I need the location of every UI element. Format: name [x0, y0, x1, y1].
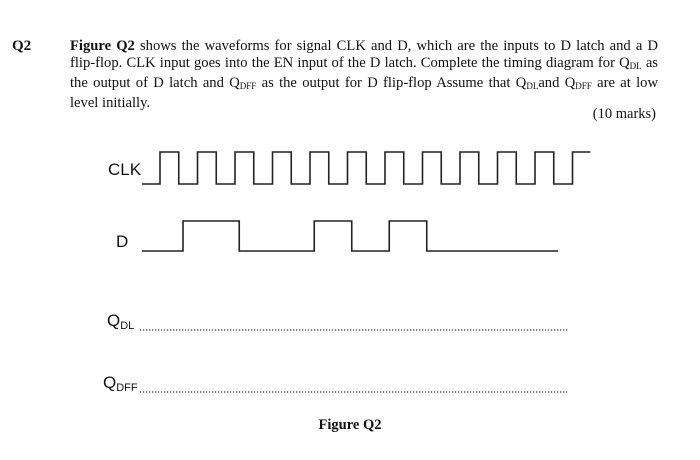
- qdl-label-main: Q: [107, 311, 121, 330]
- clk-waveform: [142, 152, 591, 184]
- question-text-part-3: as the output for D flip-flop Assume that Q: [256, 75, 527, 91]
- d-waveform: [142, 221, 558, 251]
- qdff-label-main: Q: [103, 373, 117, 392]
- qdl-subscript-2: DL: [526, 81, 539, 91]
- question-text-part-1: shows the waveforms for signal CLK and D, which are the inputs to D latch and a D flip-flop. CLK input goes into the EN input of the D latch. Complete the timing diagram for Q: [70, 38, 658, 71]
- d-label: D: [116, 232, 129, 251]
- clk-label: CLK: [108, 160, 142, 179]
- question-text-part-4: and Q: [538, 75, 576, 91]
- question-text-part-2: as the output of D latch and Q: [70, 55, 658, 91]
- qdl-subscript: DL: [629, 61, 642, 71]
- qdl-label-sub: DL: [120, 320, 135, 332]
- figure-caption: Figure Q2: [318, 417, 382, 433]
- qdff-subscript: DFF: [239, 81, 257, 91]
- figure-reference: Figure Q2: [70, 38, 135, 54]
- question-text-part-5: are at low level initially.: [70, 75, 658, 111]
- qdff-label-sub: DFF: [116, 382, 138, 394]
- qdff-subscript-2: DFF: [575, 81, 592, 91]
- question-number: Q2: [12, 38, 32, 54]
- marks-label: (10 marks): [592, 106, 656, 122]
